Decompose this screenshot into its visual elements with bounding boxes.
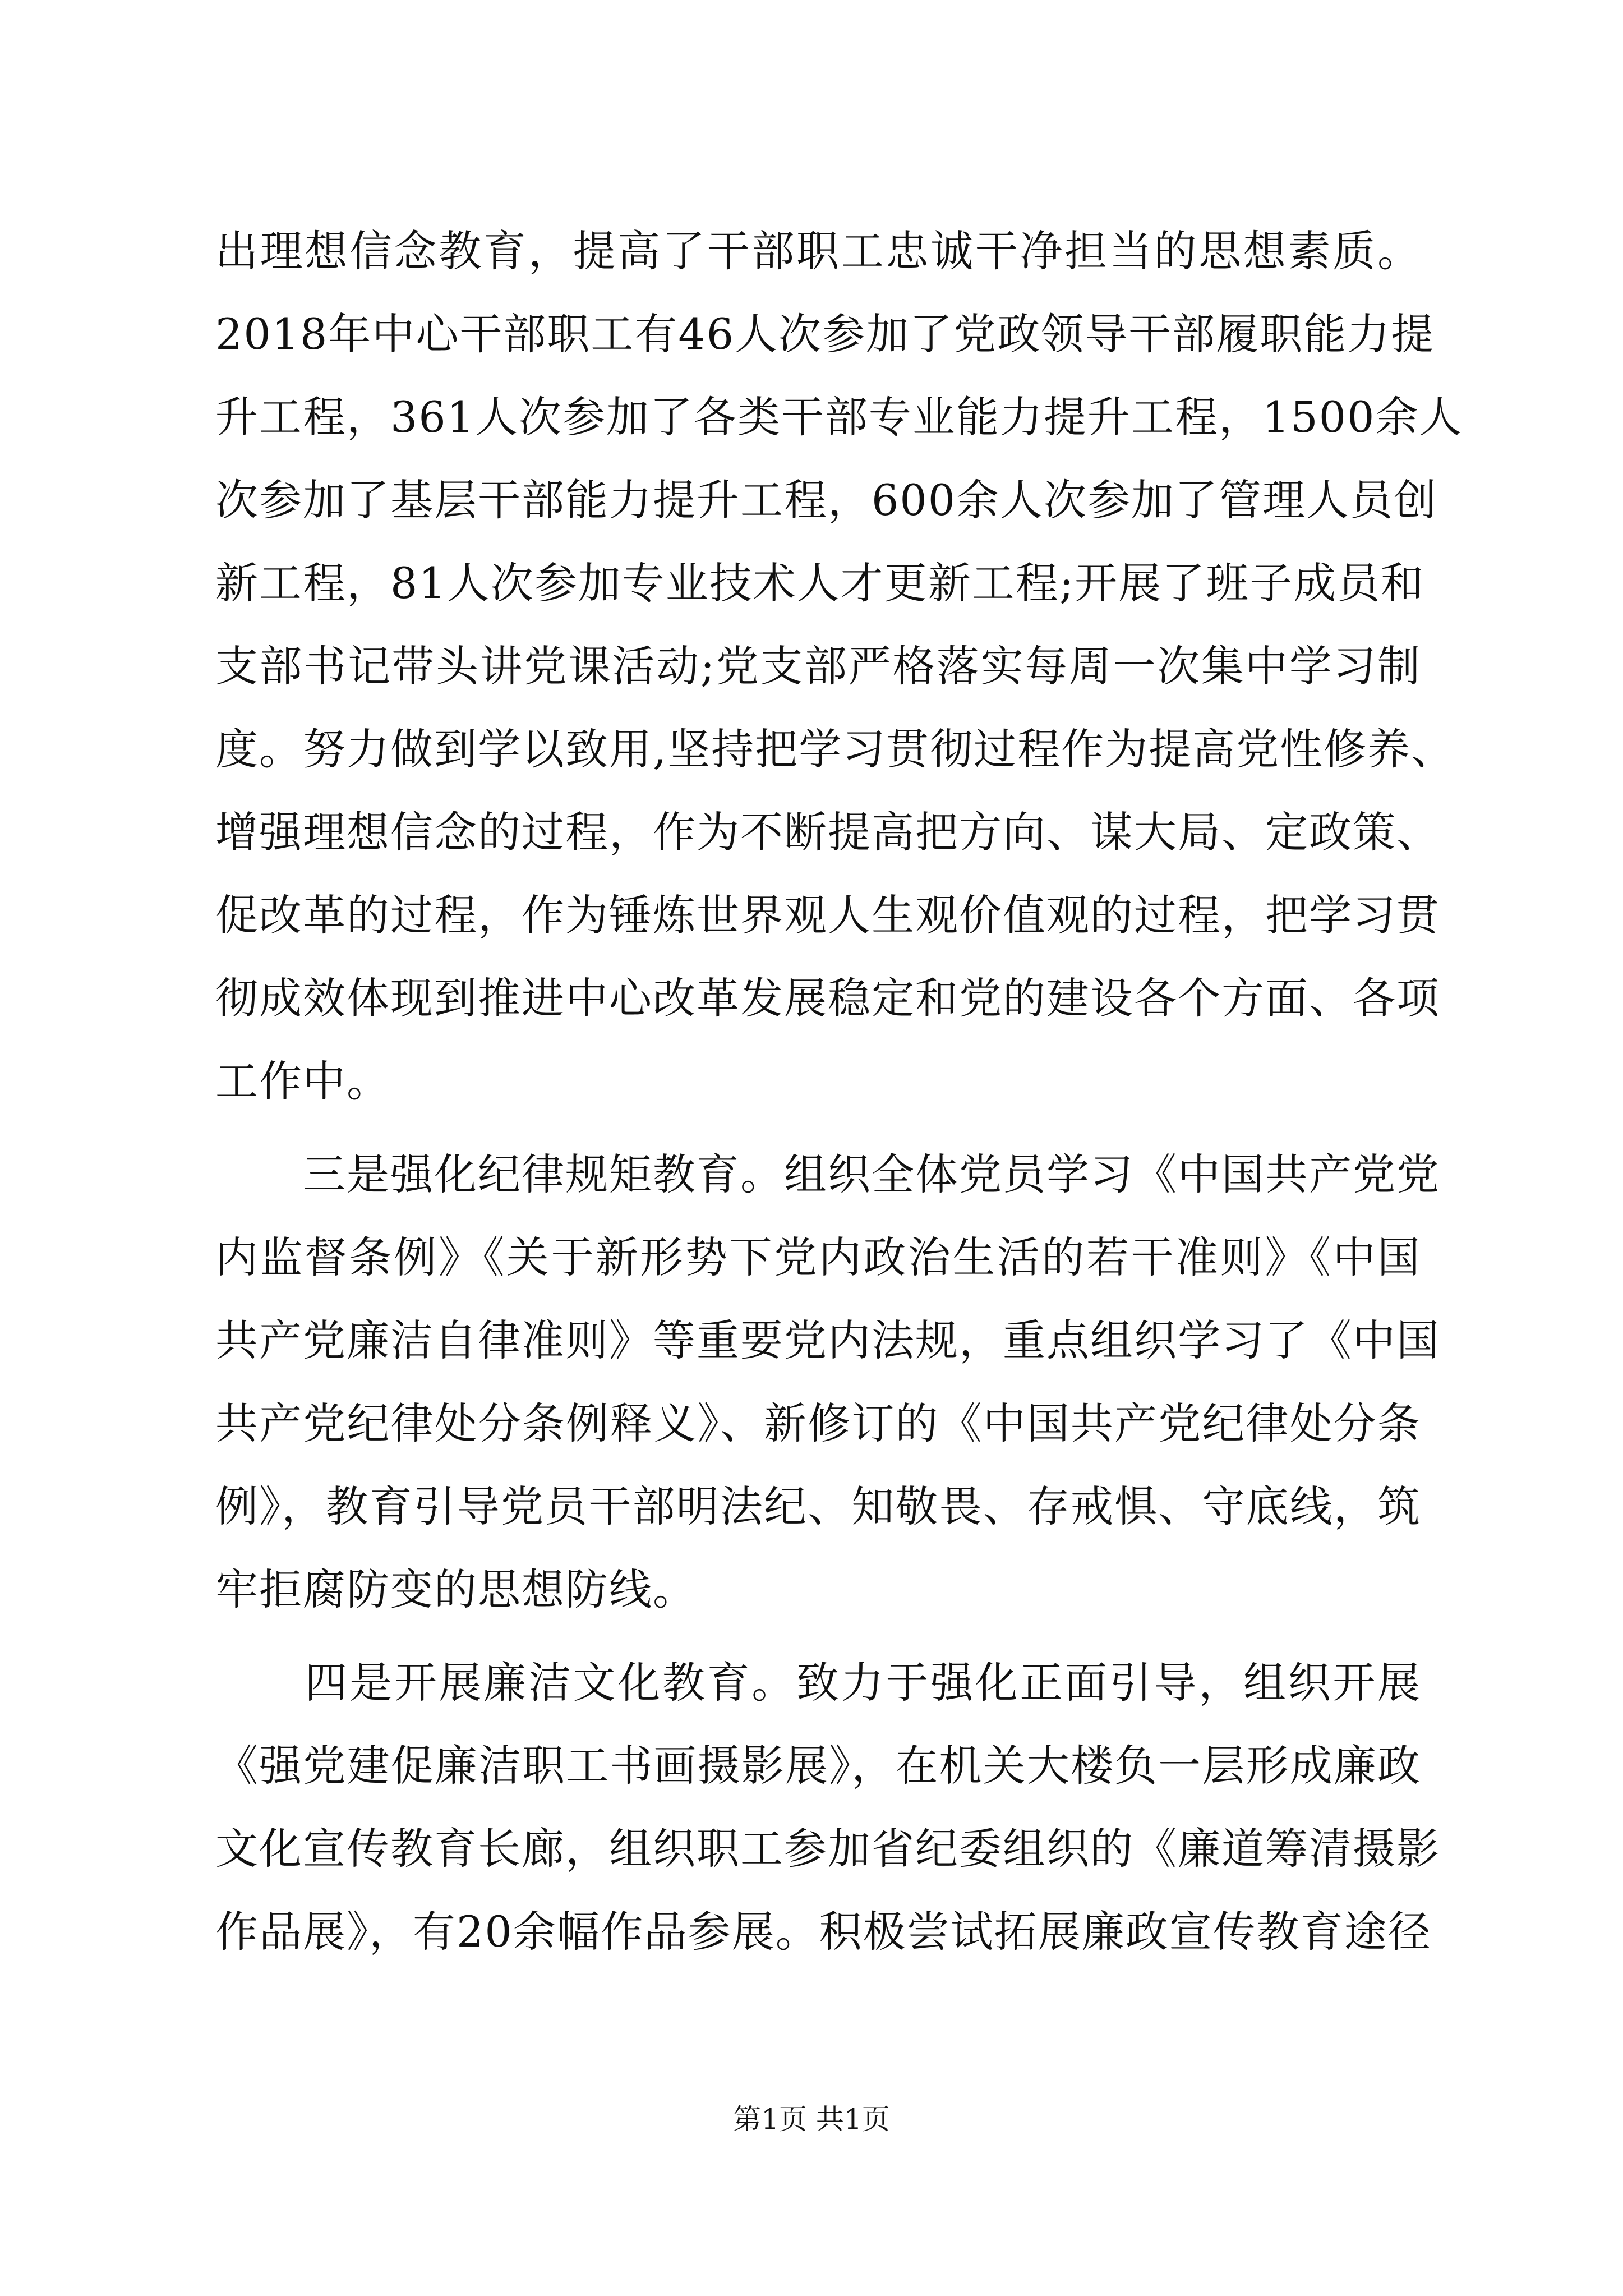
text-line: 次参加了基层干部能力提升工程，600余人次参加了管理人员创 <box>215 475 1438 525</box>
text-line: 彻成效体现到推进中心改革发展稳定和党的建设各个方面、各项 <box>215 973 1440 1023</box>
text-line: 三是强化纪律规矩教育。组织全体党员学习《中国共产党党 <box>215 1149 1440 1199</box>
text-line: 增强理想信念的过程，作为不断提高把方向、谋大局、定政策、 <box>215 807 1440 857</box>
text-line: 文化宣传教育长廊，组织职工参加省纪委组织的《廉道筹清摄影 <box>215 1824 1440 1874</box>
text-line: 四是开展廉洁文化教育。致力于强化正面引导，组织开展 <box>215 1658 1421 1708</box>
text-line: 促改革的过程，作为锤炼世界观人生观价值观的过程，把学习贯 <box>215 890 1440 940</box>
paragraph-learning <box>215 210 1463 1123</box>
paragraph-discipline-education <box>215 1133 1440 1631</box>
text-line: 工作中。 <box>215 1056 390 1106</box>
text-line: 升工程，361人次参加了各类干部专业能力提升工程，1500余人 <box>215 392 1463 442</box>
document-body <box>215 210 1463 1973</box>
paragraph-integrity-culture <box>215 1641 1440 1973</box>
text-line: 牢拒腐防变的思想防线。 <box>215 1565 697 1614</box>
text-line: 《强党建促廉洁职工书画摄影展》，在机关大楼负一层形成廉政 <box>215 1741 1421 1791</box>
text-line: 支部书记带头讲党课活动;党支部严格落实每周一次集中学习制 <box>215 641 1421 691</box>
text-line: 作品展》，有20余幅作品参展。积极尝试拓展廉政宣传教育途径 <box>215 1907 1432 1957</box>
text-line: 度。努力做到学以致用,坚持把学习贯彻过程作为提高党性修养、 <box>215 724 1455 774</box>
text-line: 共产党廉洁自律准则》等重要党内法规，重点组织学习了《中国 <box>215 1315 1440 1365</box>
text-line: 例》，教育引导党员干部明法纪、知敬畏、存戒惧、守底线，筑 <box>215 1481 1421 1531</box>
text-line: 2018年中心干部职工有46人次参加了党政领导干部履职能力提 <box>215 309 1435 359</box>
page-number-footer: 第1页 共1页 <box>733 2103 890 2136</box>
text-line: 共产党纪律处分条例释义》、新修订的《中国共产党纪律处分条 <box>215 1398 1421 1448</box>
text-line: 新工程，81人次参加专业技术人才更新工程;开展了班子成员和 <box>215 558 1425 608</box>
text-line: 内监督条例》《关于新形势下党内政治生活的若干准则》《中国 <box>215 1232 1421 1282</box>
text-line: 出理想信念教育，提高了干部职工忠诚干净担当的思想素质。 <box>215 226 1421 276</box>
